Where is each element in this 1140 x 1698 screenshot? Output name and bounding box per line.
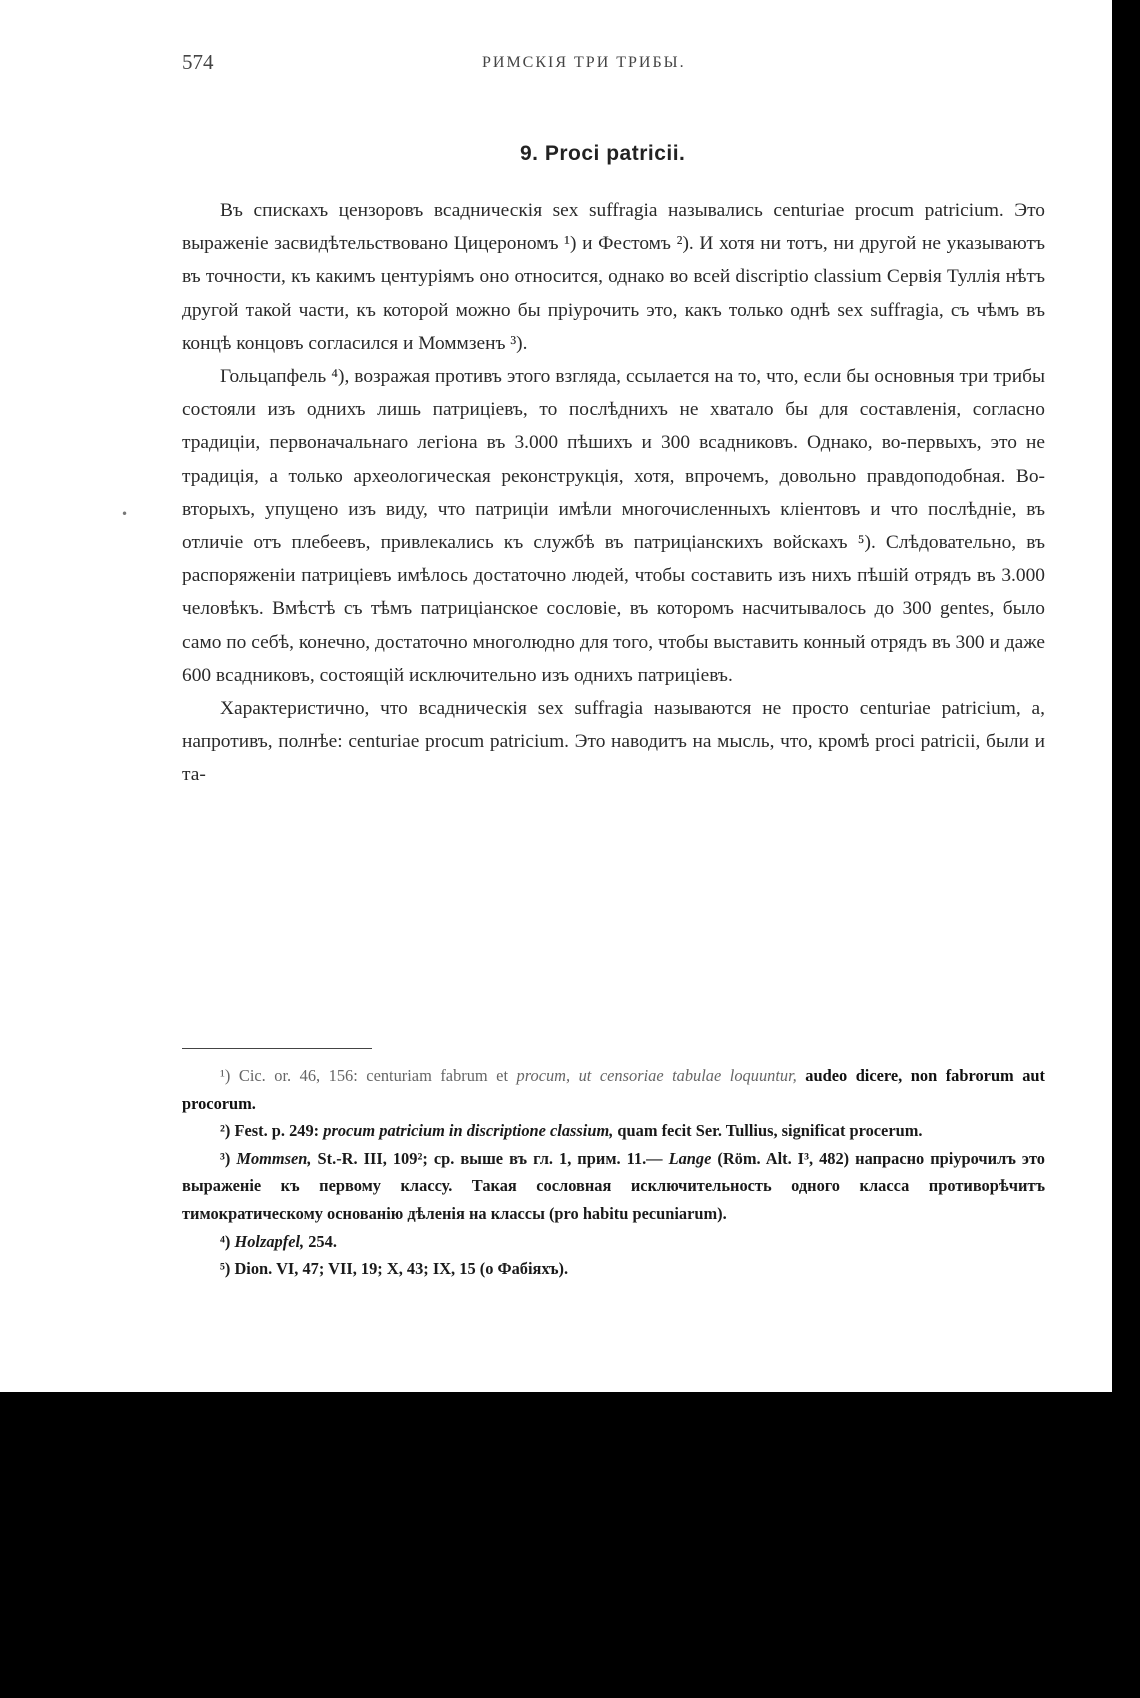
footnote-4 (182, 1228, 1045, 1256)
running-title: РИМСКІЯ ТРИ ТРИБЫ. (482, 54, 686, 71)
running-head (182, 50, 1042, 80)
footnote-1-text: ¹) Cic. or. 46, 156: centuriam fabrum et (220, 1066, 517, 1085)
footnote-1 (182, 1062, 1045, 1117)
scan-black-area (0, 1392, 1140, 1698)
footnote-2-continuation: quam fecit Ser. Tullius, significat procerum. (613, 1121, 923, 1141)
paragraph-3: Характеристично, что всадническія sex suffragia называются не просто centuriae patricium, а, напротивъ, полнѣе: centuriae procum patricium. Это наводитъ на мысль, что, кромѣ proci patricii, были и та- (182, 698, 1045, 786)
footnote-3-marker: ³) (220, 1148, 237, 1168)
footnote-4-marker: ⁴) (220, 1231, 235, 1251)
footnote-3-author-1: Mommsen, (236, 1148, 312, 1168)
section-title: 9. Proci patricii. (520, 142, 686, 165)
footnotes (182, 1062, 1045, 1283)
footnote-1-continuation: audeo dicere, non fabrorum aut procorum. (182, 1066, 1045, 1113)
body-text (182, 194, 1045, 792)
footnote-4-author: Holzapfel, (234, 1231, 305, 1251)
footnote-5: ⁵) Dion. VI, 47; VII, 19; X, 43; IX, 15 (о Фабіяхъ). (220, 1259, 569, 1279)
paragraph-1: Въ спискахъ цензоровъ всадническія sex suffragia назывались centuriae procum patricium. Это выраженіе засвидѣтельствовано Цицерономъ ¹) и Фестомъ ²). И хотя ни тотъ, ни другой не указываютъ въ точности, къ какимъ центуріямъ оно относится, однако во всей discriptio classium Сервія Туллія нѣтъ другой такой части, къ которой можно бы пріурочить это, какъ только однѣ sex suffragia, съ чѣмъ въ концѣ концовъ согласился и Моммзенъ ³). (182, 200, 1045, 354)
footnote-divider (182, 1048, 372, 1049)
margin-mark: • (121, 507, 129, 521)
footnote-1-italic: procum, ut censoriae tabulae loquuntur, (516, 1066, 797, 1085)
footnote-3-continuation: (Röm. Alt. I³, 482) напрасно пріурочилъ это выраженіе къ первому классу. Такая сословная исключительность одного класса противорѣчитъ тимократическому основанію дѣленія на классы (pro habitu pecuniarum). (182, 1148, 1045, 1223)
footnote-3-text: St.-R. III, 109²; ср. выше въ гл. 1, прим. 11.— (311, 1148, 669, 1168)
footnote-2-text: ²) Fest. p. 249: (220, 1121, 324, 1141)
paragraph-2: Гольцапфель ⁴), возражая противъ этого взгляда, ссылается на то, что, если бы основныя три трибы состояли изъ однихъ лишь патриціевъ, то послѣднихъ не хватало бы для составленія, согласно традиціи, первоначальнаго легіона въ 3.000 пѣшихъ и 300 всадниковъ. Однако, во-первыхъ, это не традиція, а только археологическая реконструкція, хотя, впрочемъ, довольно правдоподобная. Во-вторыхъ, упущено изъ виду, что патриціи имѣли многочисленныхъ кліентовъ и что послѣдніе, въ отличіе отъ плебеевъ, привлекались къ службѣ въ патриціанскихъ войскахъ ⁵). Слѣдовательно, въ распоряженіи патриціевъ имѣлось достаточно людей, чтобы составить изъ нихъ пѣшій отрядъ въ 3.000 человѣкъ. Вмѣстѣ съ тѣмъ патриціанское сословіе, въ которомъ насчитывалось до 300 gentes, было само по себѣ, конечно, достаточно многолюдно для того, чтобы выставить конный отрядъ въ 300 и даже 600 всадниковъ, состоящій исключительно изъ однихъ патриціевъ. (182, 366, 1045, 686)
footnote-3-author-2: Lange (668, 1148, 712, 1168)
page-number: 574 (182, 50, 214, 74)
footnote-2 (182, 1117, 1045, 1145)
footnote-2-italic: procum patricium in discriptione classium, (323, 1121, 614, 1141)
footnote-4-text: 254. (304, 1231, 337, 1251)
footnote-3 (182, 1145, 1045, 1228)
